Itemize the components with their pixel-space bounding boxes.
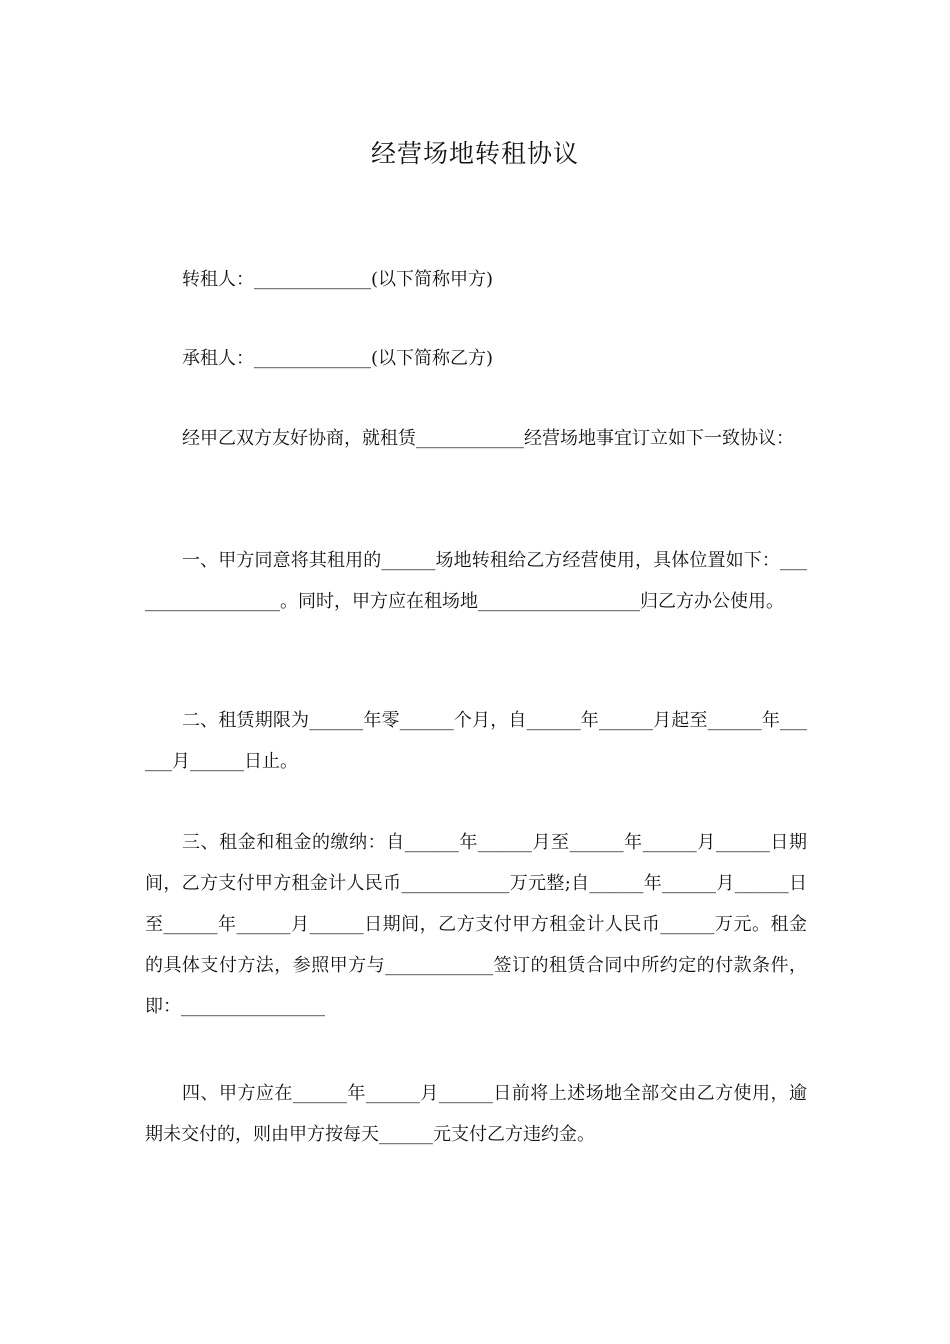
clause-3-rent-payment: 三、租金和租金的缴纳：自______年______月至______年______月______日期间，乙方支付甲方租金计人民币____________万元整;自______年______月______日至______年______月______日期间，乙方支付甲方租金计人民币______万元。租金的具体支付方法，参照甲方与____________签订的租赁合同中所约定的付款条件，即：________________ — [145, 832, 807, 1017]
clause-4-delivery: 四、甲方应在______年______月______日前将上述场地全部交由乙方使用，逾期未交付的，则由甲方按每天______元支付乙方违约金。 — [145, 1083, 807, 1145]
sublessor-clause: 转租人：_____________(以下简称甲方) — [182, 269, 494, 290]
clause-1-premises: 一、甲方同意将其租用的______场地转租给乙方经营使用，具体位置如下：__________________。同时，甲方应在租场地__________________归乙方办公使用。 — [145, 550, 807, 612]
sublessee-clause: 承租人：_____________(以下简称乙方) — [182, 348, 494, 369]
clause-2-lease-term: 二、租赁期限为______年零______个月，自______年______月起至______年______月______日止。 — [145, 710, 807, 772]
document-title: 经营场地转租协议 — [370, 139, 579, 168]
preamble-paragraph: 经甲乙双方友好协商，就租赁____________经营场地事宜订立如下一致协议： — [182, 428, 794, 449]
